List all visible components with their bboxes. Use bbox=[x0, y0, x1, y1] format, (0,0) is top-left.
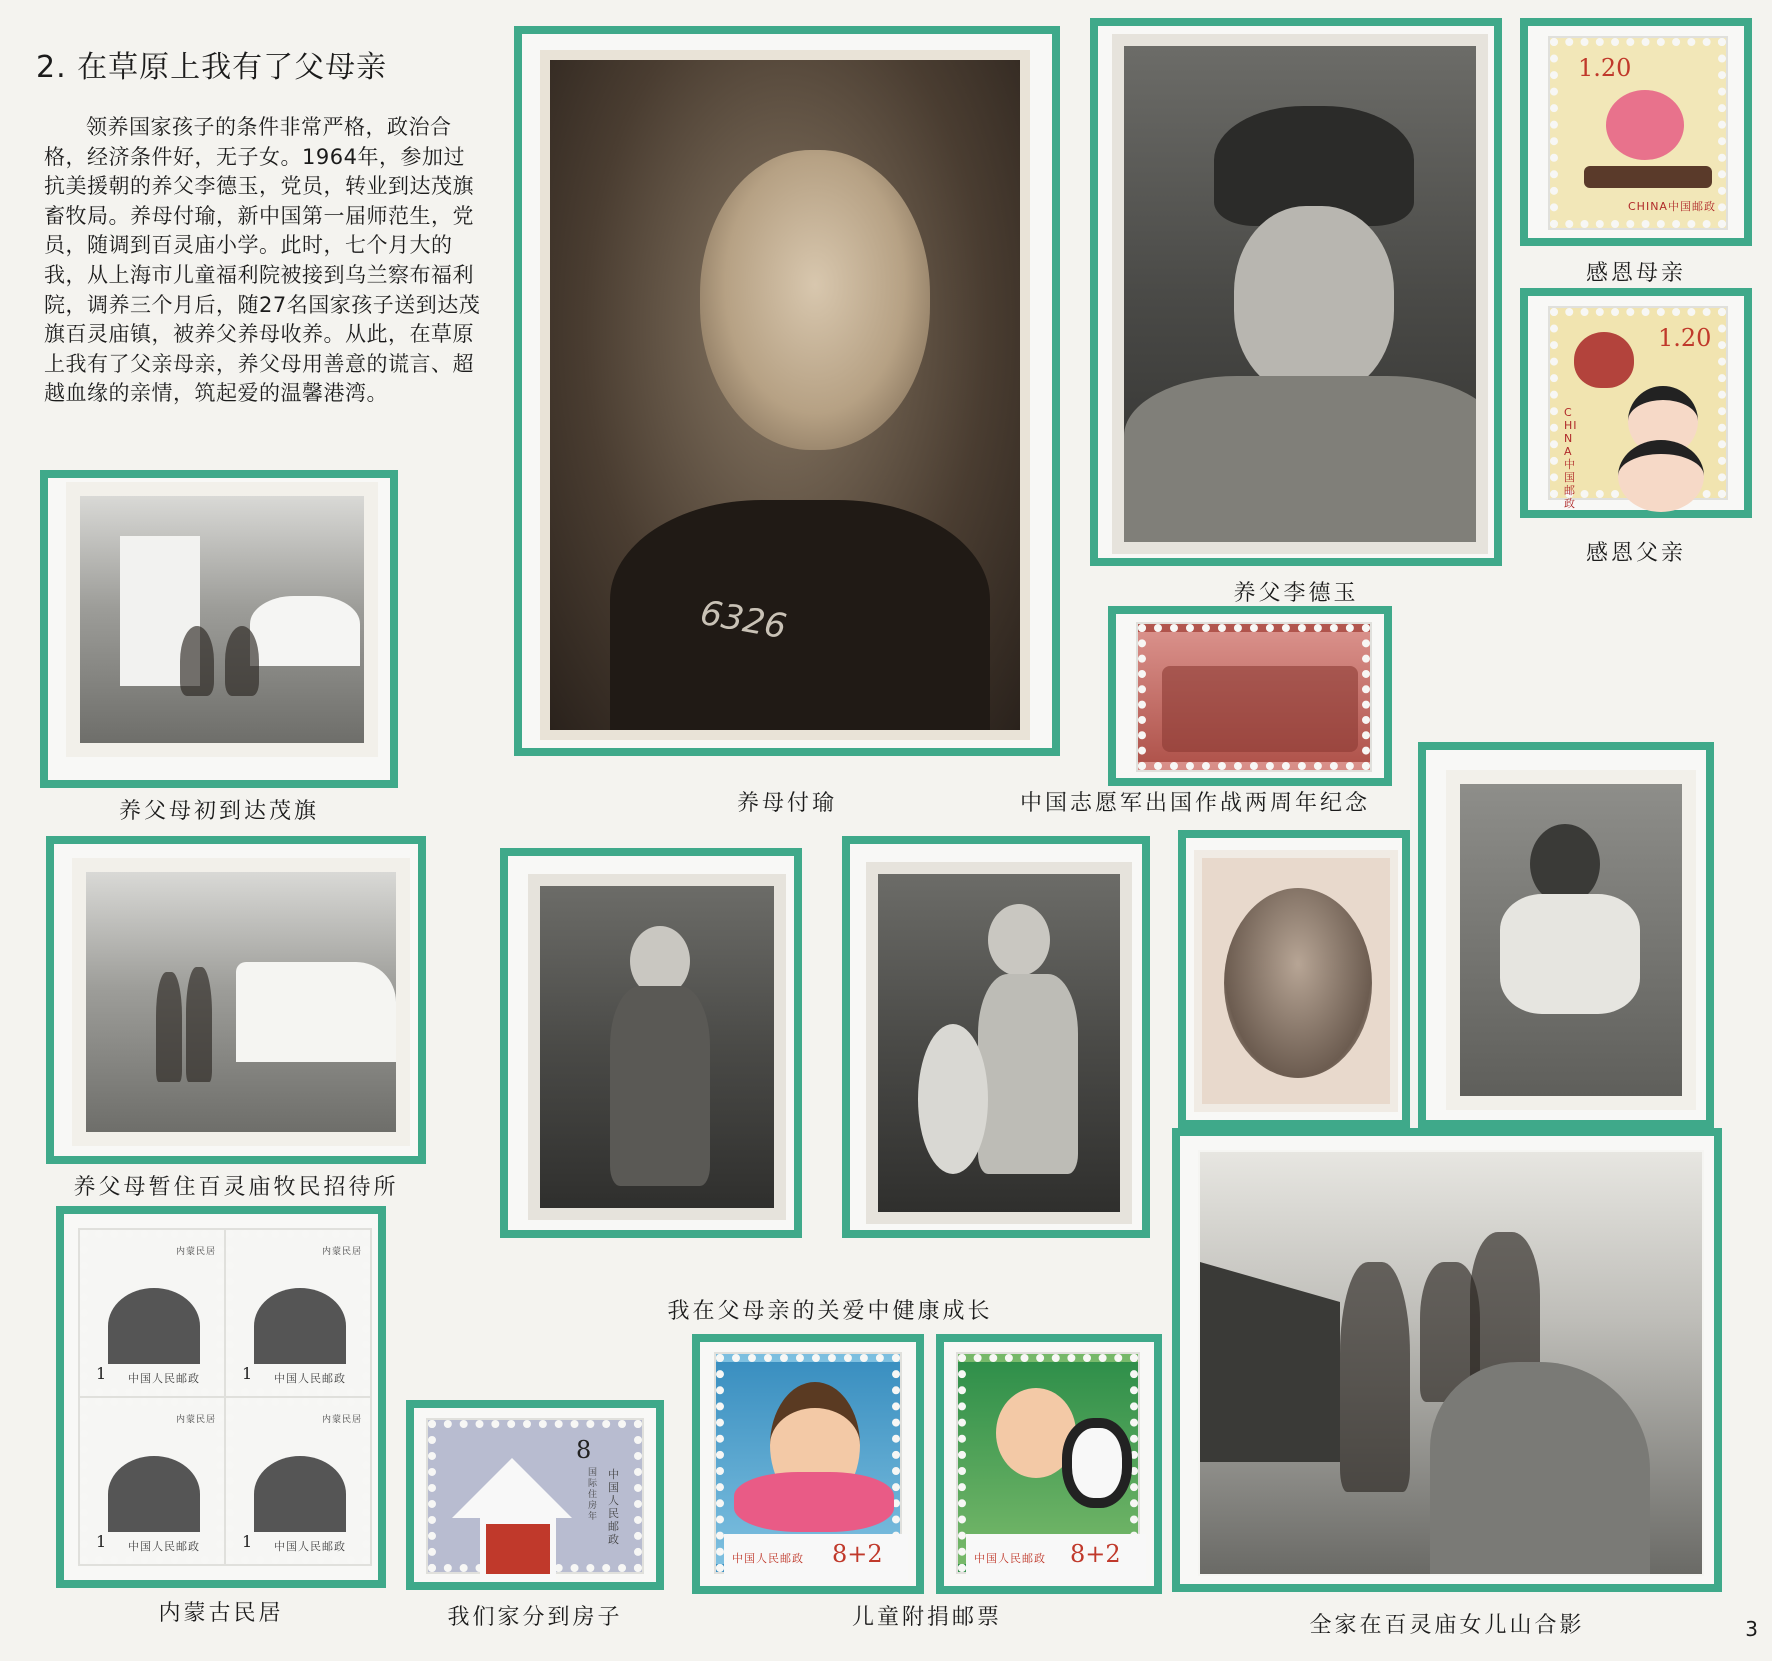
house-roof-icon bbox=[452, 1458, 572, 1518]
father-photo bbox=[1112, 34, 1488, 554]
stamp-value: 8+2 bbox=[1070, 1540, 1121, 1568]
intro-text: 领养国家孩子的条件非常严格，政治合格，经济条件好，无子女。1964年，参加过抗美援朝的养父李德玉，党员，转业到达茂旗畜牧局。养母付瑜，新中国第一届师范生，党员，随调到百灵庙小学。此时，七个月大的我，从上海市儿童福利院被接到乌兰察布福利院，调养三个月后，随27名国家孩子送到达茂旗百灵庙镇，被养父养母收养。从此，在草原上我有了父亲母亲，养父母用善意的谎言、超越血缘的亲情，筑起爱的温馨港湾。 bbox=[44, 115, 481, 406]
stamp-country: 中国人民邮政 bbox=[128, 1372, 200, 1385]
child-photo-4-frame bbox=[1418, 742, 1714, 1128]
father-frame bbox=[1090, 18, 1502, 566]
heart-icon bbox=[1574, 332, 1634, 388]
children-stamp-1 bbox=[716, 1354, 900, 1572]
stamp-label: 内蒙民居 bbox=[322, 1247, 363, 1257]
uniform bbox=[1124, 376, 1488, 554]
father-face bbox=[1618, 440, 1704, 512]
mongolian-stamp bbox=[80, 1398, 224, 1564]
stamp-value: 1 bbox=[242, 1532, 253, 1551]
stamp-label: 内蒙民居 bbox=[322, 1415, 363, 1425]
child-photo-1 bbox=[528, 874, 786, 1220]
person bbox=[1340, 1262, 1410, 1492]
family-photo bbox=[1198, 1150, 1704, 1576]
rock bbox=[1430, 1362, 1650, 1576]
volunteer-stamp bbox=[1138, 624, 1370, 770]
ger-icon bbox=[108, 1456, 200, 1532]
thank-mother-stamp bbox=[1550, 38, 1726, 228]
mongolian-stamp-block bbox=[80, 1230, 370, 1564]
ger-icon bbox=[254, 1456, 346, 1532]
page-number: 3 bbox=[1745, 1617, 1758, 1641]
mongolian-stamp bbox=[226, 1398, 370, 1564]
housing-stamp bbox=[428, 1420, 642, 1572]
volunteer-frame bbox=[1108, 606, 1392, 786]
mongolian-stamp bbox=[226, 1230, 370, 1396]
house-icon bbox=[480, 1518, 556, 1580]
caption-volunteer: 中国志愿军出国作战两周年纪念 bbox=[1019, 791, 1370, 816]
panda-icon bbox=[1062, 1418, 1132, 1508]
child-photo-4 bbox=[1446, 770, 1696, 1110]
page-title: 2. 在草原上我有了父母亲 bbox=[36, 50, 388, 85]
guesthouse-frame bbox=[46, 836, 426, 1164]
caption-guesthouse: 养父母暂住百灵庙牧民招待所 bbox=[73, 1175, 399, 1200]
thank-mother-frame bbox=[1520, 18, 1752, 246]
stamp-country: CHINA中国邮政 bbox=[1564, 406, 1578, 510]
parents-arrive-frame bbox=[40, 470, 398, 788]
child-photo-2 bbox=[866, 862, 1132, 1224]
children-stamp-2 bbox=[958, 1354, 1138, 1572]
thank-father-frame bbox=[1520, 288, 1752, 518]
stamp-country: CHINA中国邮政 bbox=[1628, 200, 1716, 213]
parents-arrive-photo bbox=[66, 482, 378, 757]
caption-growing-up: 我在父母亲的关爱中健康成长 bbox=[667, 1299, 993, 1324]
thank-father-stamp bbox=[1550, 308, 1726, 510]
stamp-value: 8+2 bbox=[832, 1540, 883, 1568]
stamp-country: 中国人民邮政 bbox=[608, 1468, 620, 1546]
stamp-label: 国际住房年 bbox=[588, 1468, 599, 1522]
stamp-label: 内蒙民居 bbox=[176, 1415, 217, 1425]
children-stamp-2-frame bbox=[936, 1334, 1162, 1594]
caption-father: 养父李德玉 bbox=[1233, 581, 1359, 606]
stamp-country: 中国人民邮政 bbox=[128, 1540, 200, 1553]
building bbox=[236, 962, 396, 1062]
child-photo-2-frame bbox=[842, 836, 1150, 1238]
caption-mongolian-houses: 内蒙古民居 bbox=[158, 1601, 284, 1626]
mother-frame bbox=[514, 26, 1060, 756]
stamp-value: 1 bbox=[242, 1364, 253, 1383]
person bbox=[186, 967, 212, 1082]
caption-parents-arrive: 养父母初到达茂旗 bbox=[118, 799, 319, 824]
caption-thank-father: 感恩父亲 bbox=[1585, 541, 1686, 566]
caption-thank-mother: 感恩母亲 bbox=[1585, 261, 1686, 286]
ribbon bbox=[1584, 166, 1712, 188]
guesthouse-photo bbox=[72, 858, 410, 1146]
person bbox=[156, 972, 182, 1082]
soldiers-scene bbox=[1162, 666, 1358, 752]
mongolian-stamp bbox=[80, 1230, 224, 1396]
jacket bbox=[610, 500, 990, 740]
person bbox=[180, 626, 214, 696]
photo-number: 6326 bbox=[697, 592, 790, 648]
stamp-country: 中国人民邮政 bbox=[274, 1540, 346, 1553]
stamp-country: 中国人民邮政 bbox=[974, 1552, 1046, 1565]
face bbox=[1530, 824, 1600, 904]
dress bbox=[978, 974, 1078, 1174]
stamp-value: 1.20 bbox=[1658, 324, 1712, 352]
face bbox=[700, 150, 930, 450]
pavilion bbox=[1200, 1262, 1340, 1462]
housing-frame bbox=[406, 1400, 664, 1590]
caption-mother: 养母付瑜 bbox=[736, 791, 837, 816]
ger-icon bbox=[108, 1288, 200, 1364]
ball bbox=[734, 1472, 894, 1532]
stamp-value: 8 bbox=[576, 1436, 592, 1464]
stamp-value: 1 bbox=[96, 1364, 107, 1383]
caption-house-allocated: 我们家分到房子 bbox=[447, 1605, 623, 1630]
child-photo-3 bbox=[1194, 850, 1398, 1112]
mother-photo bbox=[540, 50, 1030, 740]
caption-family-photo: 全家在百灵庙女儿山合影 bbox=[1309, 1613, 1585, 1638]
stamp-country: 中国人民邮政 bbox=[732, 1552, 804, 1565]
mongolian-frame bbox=[56, 1206, 386, 1588]
face bbox=[1234, 206, 1394, 396]
stamp-label: 内蒙民居 bbox=[176, 1247, 217, 1257]
caption-children-stamps: 儿童附捐邮票 bbox=[851, 1605, 1002, 1630]
ger-icon bbox=[254, 1288, 346, 1364]
body bbox=[610, 986, 710, 1186]
child-photo-1-frame bbox=[500, 848, 802, 1238]
children-stamp-1-frame bbox=[692, 1334, 924, 1594]
face bbox=[988, 904, 1050, 976]
oval-portrait bbox=[1224, 888, 1372, 1078]
stamp-value: 1.20 bbox=[1578, 54, 1632, 82]
yurt bbox=[250, 596, 360, 666]
body bbox=[1500, 894, 1640, 1014]
carnation-icon bbox=[1606, 90, 1684, 160]
stamp-value: 1 bbox=[96, 1532, 107, 1551]
rocking-horse bbox=[918, 1024, 988, 1174]
child-photo-3-frame bbox=[1178, 830, 1410, 1128]
stamp-country: 中国人民邮政 bbox=[274, 1372, 346, 1385]
person bbox=[225, 626, 259, 696]
family-photo-frame bbox=[1172, 1128, 1722, 1592]
